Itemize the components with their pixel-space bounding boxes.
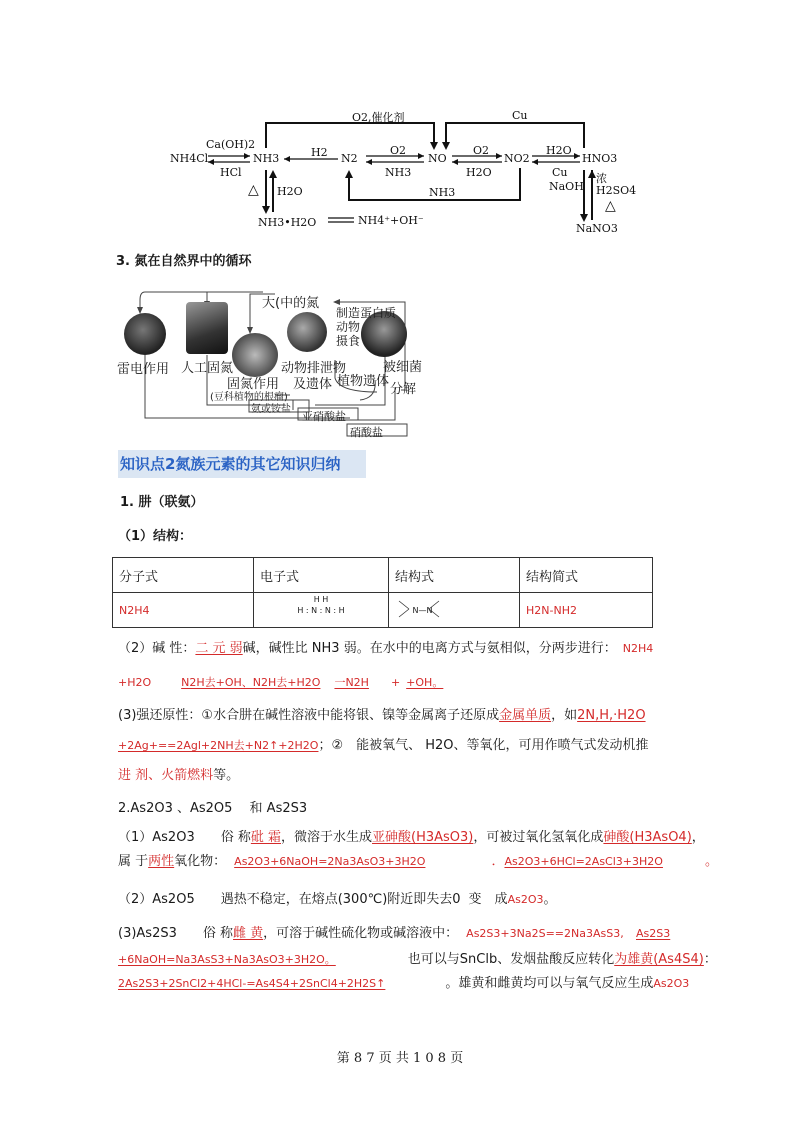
cycle-label-fixation: 固氮作用 — [227, 377, 280, 392]
electron-formula-cell — [254, 593, 389, 628]
cycle-label-artificial-fixation: 人工固氮 — [181, 361, 234, 376]
p3-line2 — [118, 737, 649, 755]
table-header-row — [113, 558, 653, 593]
p4-a5: ，可被过氧化氢氧化成 — [473, 830, 604, 845]
p5-a4: 。 — [543, 892, 557, 907]
formula-cell: N2H4 — [113, 593, 254, 628]
p4-b4: As2O3+6NaOH=2Na3AsO3+3H2O — [234, 855, 426, 868]
p4-line1 — [118, 829, 705, 847]
node-n2: N2 — [341, 152, 358, 165]
p6-a1: (3)As2S3 俗 称 — [118, 926, 234, 941]
p5-line1 — [118, 891, 557, 909]
label-delta2: △ — [605, 198, 616, 214]
cycle-label-air-nitrogen: 大(中的氮 — [262, 296, 320, 311]
table-header-cell: 电子式 — [254, 558, 389, 593]
p4-a4: 亚砷酸(H3AsO3) — [372, 830, 474, 845]
p6-c2: 。雄黄和雌黄均可以与氧气反应生成 — [445, 976, 654, 991]
table-header-cell: 分子式 — [113, 558, 254, 593]
table-header-cell: 结构简式 — [520, 558, 653, 593]
label-o2b: O2 — [473, 144, 490, 157]
p6-a4: As2S3+3Na2S==2Na3AsS3, — [466, 927, 624, 940]
p3-b1: +2Ag+==2Agl+2NH去+N2↑+2H2O — [118, 739, 319, 752]
p6-a2: 雌 黄 — [233, 926, 264, 941]
kp2-title: 知识点2氮族元素的其它知识归纳 — [120, 455, 341, 473]
p3-c2: 等。 — [213, 768, 240, 783]
p3-a1: (3)强还原性：①水合肼在碱性溶液中能将银、镍等金属离子还原成 — [118, 708, 500, 723]
page-footer: 第 8 7 页 共 1 0 8 页 — [336, 1051, 464, 1066]
p4-b7: 。 — [704, 854, 718, 869]
node-nano3: NaNO3 — [576, 222, 618, 235]
p4-a7: ， — [691, 830, 705, 845]
label-o2-catalyst: O2,催化剂 — [352, 111, 405, 124]
cycle-label-lightning: 雷电作用 — [117, 362, 170, 377]
cycle-label-animal-excreta: 动物排泄物 — [281, 361, 347, 376]
p2-b2: N2H去+OH、N2H去+H2O — [181, 676, 321, 689]
label-naoh: NaOH — [549, 180, 584, 193]
p6-c3: As2O3 — [653, 977, 690, 990]
p4-a3: ，微溶于水生成 — [281, 830, 373, 845]
label-h2so4: H2SO4 — [596, 184, 637, 197]
p5-a1: （2）As2O5 遇热不稳定，在熔点(300℃)附近即失去0 — [118, 892, 461, 907]
p3-a3: ，如 — [551, 708, 578, 723]
node-no: NO — [428, 152, 447, 165]
cycle-label-animal: 动物 — [336, 320, 361, 334]
p4-line2 — [118, 853, 718, 871]
hydrazine-table — [112, 557, 653, 628]
cycle-label-nitrate: 硝酸盐 — [350, 426, 383, 439]
p6-line3 — [118, 975, 689, 993]
animals-photo — [287, 312, 327, 352]
cycle-label-and-remains: 及遗体 — [293, 377, 333, 392]
p2-line1 — [118, 640, 653, 658]
label-h2o-b: H2O — [546, 144, 572, 157]
structural-formula-text: N—N — [412, 606, 433, 615]
label-h2o-a: H2O — [466, 166, 492, 179]
table-header-cell: 结构式 — [389, 558, 520, 593]
lightning-photo — [124, 313, 166, 355]
root-nodule-photo — [232, 333, 278, 377]
p6-a3: ，可溶于碱性硫化物或碱溶液中： — [263, 926, 459, 941]
structural-formula-cell — [389, 593, 520, 628]
p3-line3 — [118, 767, 239, 785]
p3-b2: ；② 能被氧气、 H2O、等氧化，可用作喷气式发动机推 — [318, 738, 649, 753]
label-h2o-c: H2O — [277, 185, 303, 198]
p2-a2: 二 元 弱 — [195, 641, 243, 656]
p6-c1: 2As2S3+2SnCl2+4HCl-=As4S4+2SnCl4+2H2S↑ — [118, 977, 386, 990]
p4-b3: 氧化物： — [174, 854, 227, 869]
p6-b1: +6NaOH=Na3AsS3+Na3AsO3+3H2O。 — [118, 953, 336, 966]
label-delta: △ — [248, 182, 259, 198]
p2-b3: 一N2H — [334, 676, 369, 689]
p3-a4: 2N,H,·H2O — [577, 708, 646, 723]
p2-line2 — [118, 674, 443, 692]
label-conc: 浓 — [596, 172, 607, 185]
electron-formula-mid: H : N : N : H — [297, 605, 345, 615]
electron-formula-top: H H — [313, 594, 329, 604]
section-3-title: 3. 氮在自然界中的循环 — [116, 254, 252, 269]
cycle-label-decompose: 分解 — [390, 382, 417, 397]
p4-b2: 两性 — [148, 854, 175, 869]
p4-a6: 砷酸(H3AsO4) — [603, 830, 692, 845]
p5-a2: 变 成 — [468, 892, 508, 907]
reaction-diagram-lines — [0, 0, 800, 250]
cycle-label-legume: (豆科植物的根瘤) — [210, 392, 288, 403]
p6-b2: 也可以与SnClb、发烟盐酸反应转化 — [407, 952, 615, 967]
p5-a3: As2O3 — [507, 893, 544, 906]
p2-a1: （2）碱 性： — [118, 641, 196, 656]
p3-a2: 金属单质 — [499, 708, 552, 723]
label-o2: O2 — [390, 144, 407, 157]
factory-photo — [186, 302, 228, 354]
p4-a2: 砒 霜 — [250, 830, 281, 845]
p3-c1: 进 剂、火箭燃料 — [118, 768, 214, 783]
s1-sub: （1）结构： — [118, 529, 193, 544]
cycle-label-nitrite: 亚硝酸盐 — [302, 410, 346, 423]
cycle-label-plant-remains: 植物遗体 — [337, 374, 390, 389]
cycle-label-make-protein: 制造蛋白质 — [336, 306, 397, 320]
label-nh3-arrow: NH3 — [385, 166, 412, 179]
p6-line2 — [118, 951, 717, 969]
p4-a1: （1）As2O3 俗 称 — [118, 830, 251, 845]
node-hno3: HNO3 — [582, 152, 618, 165]
p2-b4: + — [390, 676, 401, 689]
p6-line1 — [118, 925, 671, 943]
node-nh4cl: NH4Cl — [170, 152, 209, 165]
cycle-label-by-bacteria: 被细菌 — [383, 360, 423, 375]
label-caoh2: Ca(OH)2 — [206, 138, 256, 151]
p2-a3: 碱，碱性比 NH3 弱。在水中的电离方式与氨相似，分两步进行： — [242, 641, 617, 656]
cycle-label-ammonia: 氨或铵盐 — [251, 404, 291, 415]
p2-a4: N2H4 — [622, 642, 654, 655]
p3-line1 — [118, 707, 646, 725]
simple-formula-cell: H2N-NH2 — [520, 593, 653, 628]
p6-b3: 为雄黄(As4S4) — [614, 952, 704, 967]
node-nh3-h2o: NH3•H2O — [258, 216, 317, 229]
p4-b1: 属 于 — [118, 854, 149, 869]
label-hcl: HCl — [220, 166, 242, 179]
label-cu-top: Cu — [512, 109, 528, 122]
p6-a5: As2S3 — [636, 927, 671, 940]
label-cu: Cu — [552, 166, 568, 179]
p6-b4: ： — [703, 952, 717, 967]
s1-title: 1. 肼（联氨） — [120, 495, 204, 510]
p4-b5: ． — [491, 854, 505, 869]
table-row — [113, 593, 653, 628]
node-no2: NO2 — [504, 152, 530, 165]
s2-title: 2.As2O3 、As2O5 和 As2S3 — [118, 801, 308, 816]
p4-b6: As2O3+6HCl=2AsCl3+3H2O — [504, 855, 663, 868]
node-nh3: NH3 — [253, 152, 280, 165]
cycle-label-feeding: 摄食 — [336, 334, 361, 348]
label-nh3-bottom: NH3 — [429, 186, 456, 199]
p2-b5: +OH。 — [406, 676, 444, 689]
node-nh4-oh: NH4⁺+OH⁻ — [358, 214, 424, 227]
label-h2: H2 — [311, 146, 328, 159]
p2-b1: +H2O — [118, 676, 152, 689]
